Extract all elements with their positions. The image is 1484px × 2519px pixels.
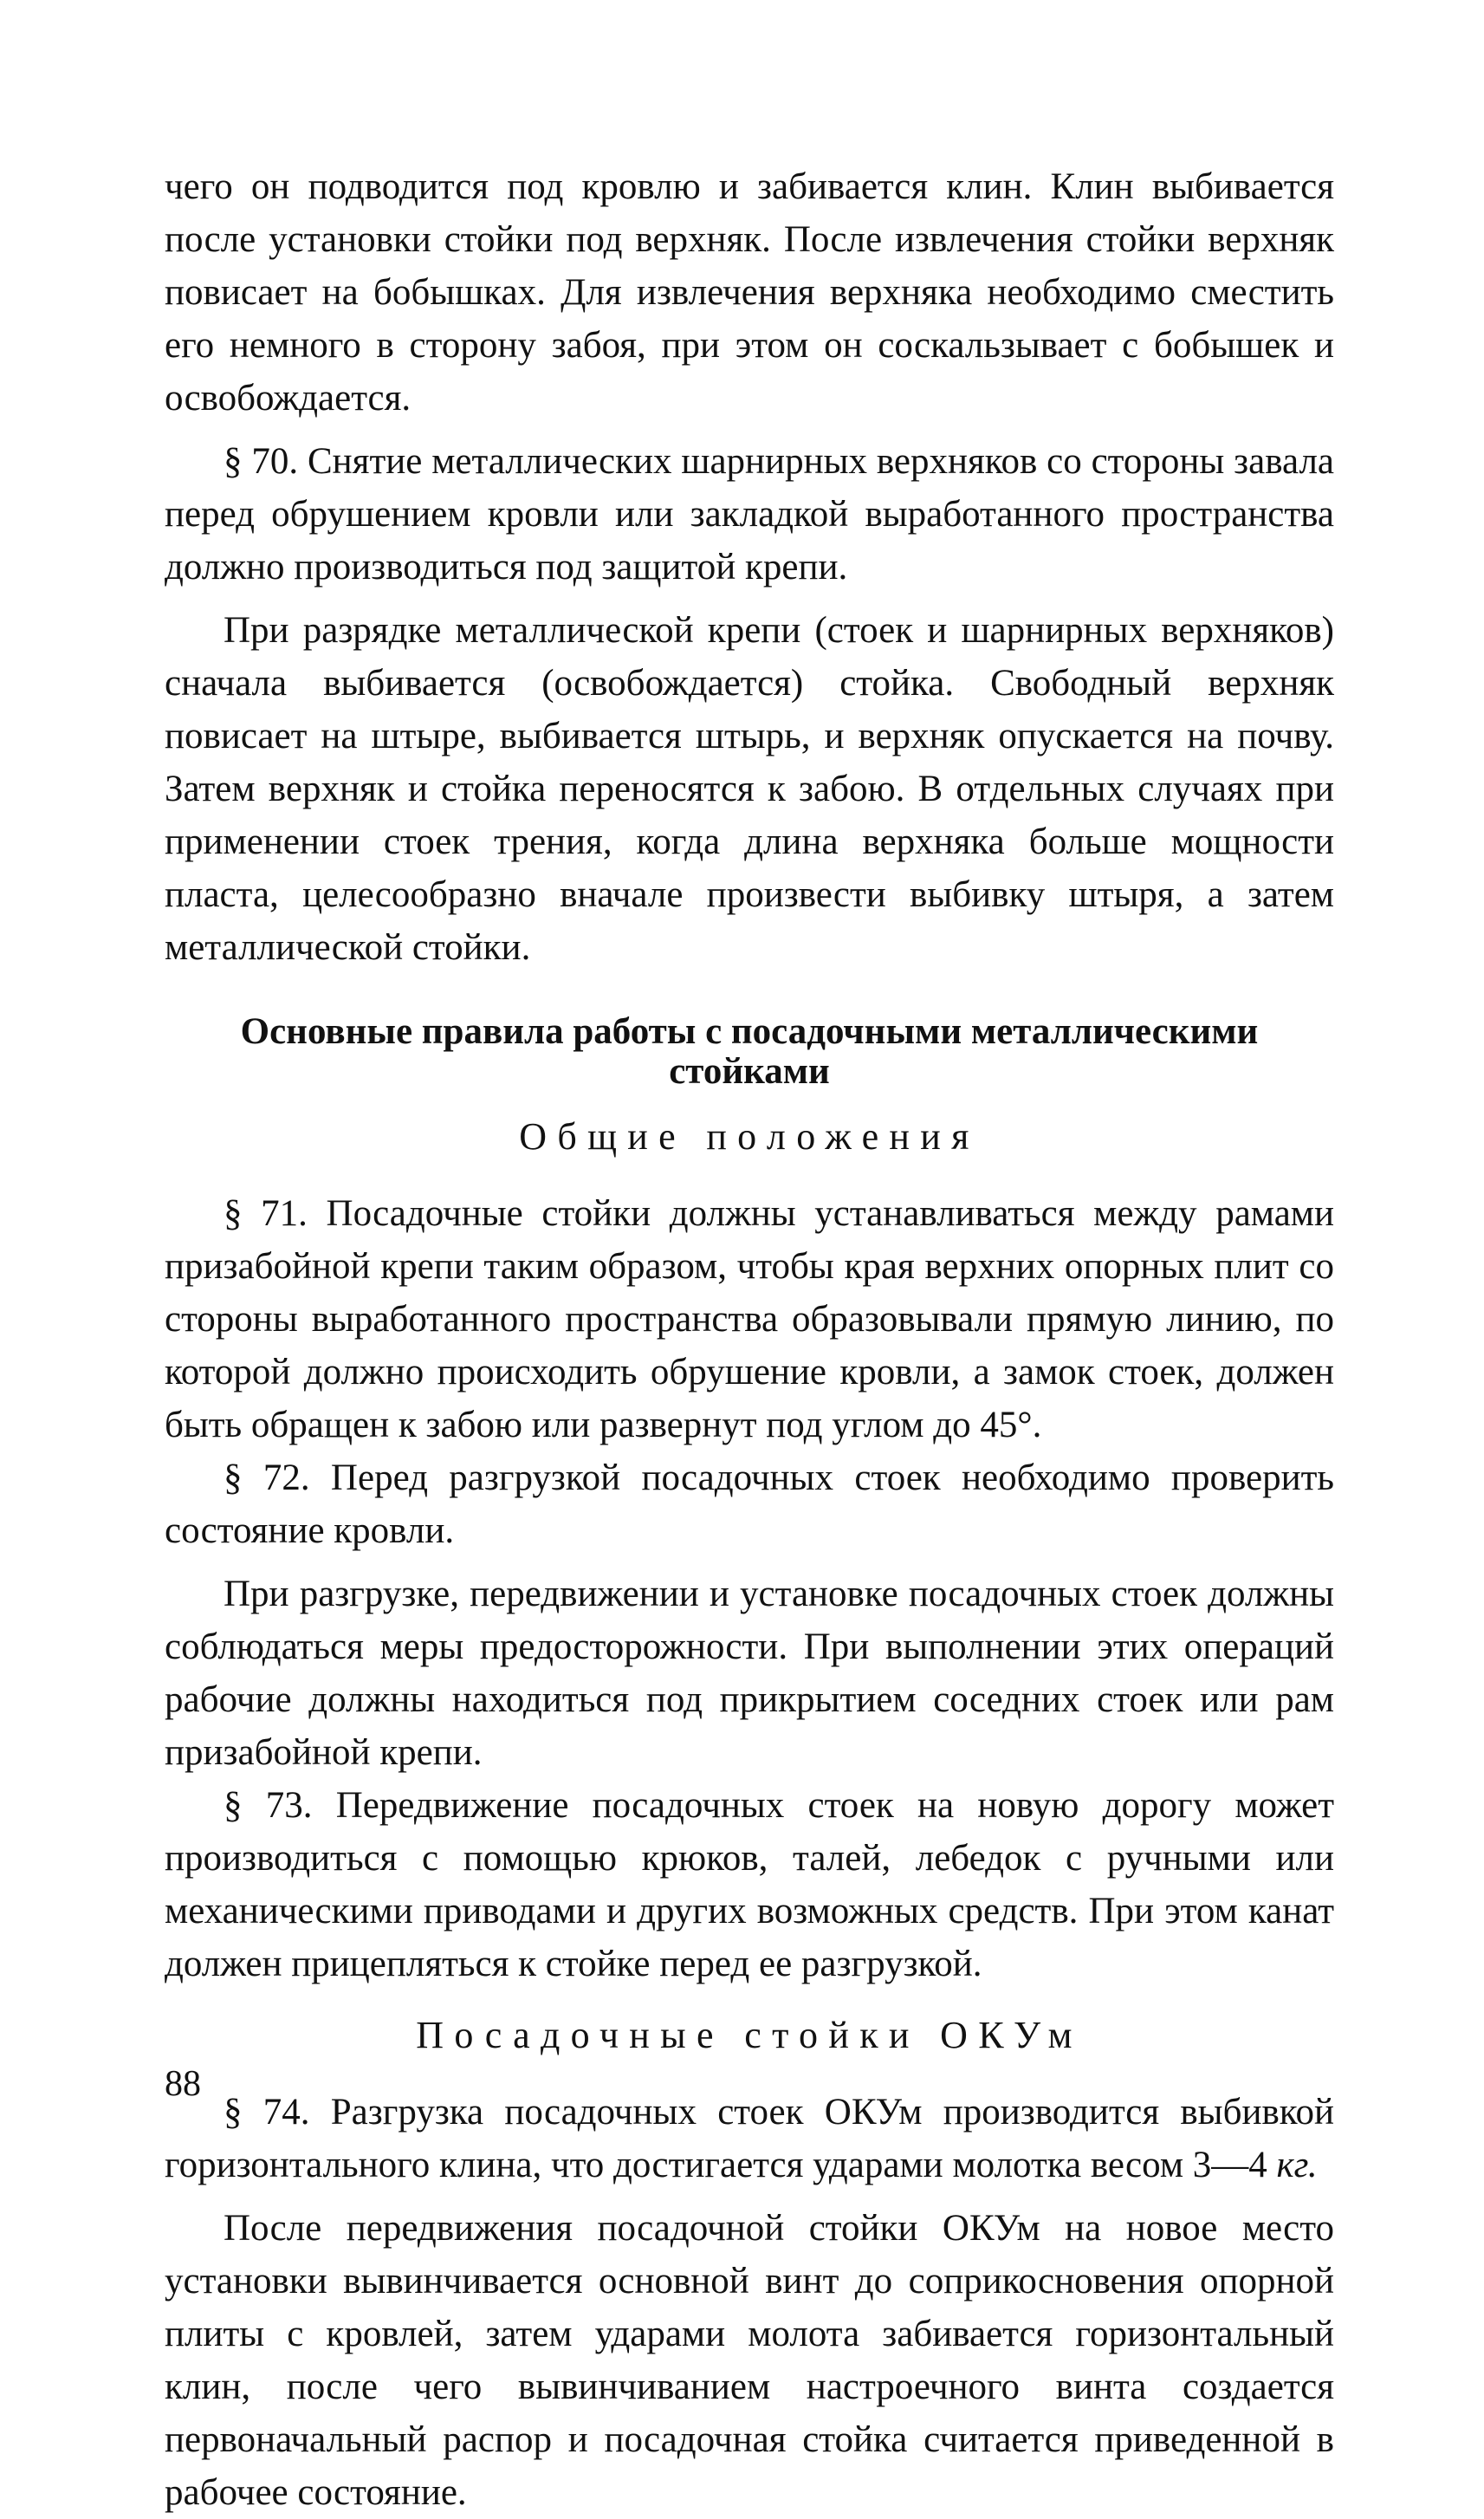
- subheading-okum: Посадочные стойки ОКУм: [416, 2014, 1083, 2056]
- paragraph-section-74: [165, 2086, 1334, 2191]
- paragraph-continuation: чего он подводится под кровлю и забивается клин. Клин выбивается после установки стойки под верхняк. После извлечения стойки верхняк повисает на бобышках. Для извлечения верхняка необходимо сместить его немного в сторону забоя, при этом он соскальзывает с бобышек и освобождается.: [165, 166, 1334, 419]
- paragraph-precautions: При разгрузке, передвижении и установке посадочных стоек должны соблюдаться меры предосторожности. При выполнении этих операций рабочие должны находиться под прикрытием соседних стоек или рам призабойной крепи.: [165, 1574, 1334, 1773]
- paragraph-okum-installation: После передвижения посадочной стойки ОКУм на новое место установки вывинчивается основной винт до соприкосновения опорной плиты с кровлей, затем ударами молота забивается горизонтальный клин, после чего вывинчиванием настроечного винта создается первоначальный распор и посадочная стойка считается приведенной в рабочее состояние.: [165, 2208, 1334, 2513]
- paragraph-section-71: § 71. Посадочные стойки должны устанавливаться между рамами призабойной крепи таким образом, чтобы края верхних опорных плит со стороны выработанного пространства образовывали прямую линию, по которой должно происходить обрушение кровли, а замок стоек, должен быть обращен к забою или развернут под углом до 45°.: [165, 1193, 1334, 1445]
- paragraph-section-72: § 72. Перед разгрузкой посадочных стоек необходимо проверить состояние кровли.: [165, 1458, 1334, 1551]
- subheading-general: Общие положения: [519, 1115, 980, 1158]
- paragraph-section-70: § 70. Снятие металлических шарнирных верхняков со стороны завала перед обрушением кровли или закладкой выработанного пространства должно производиться под защитой крепи.: [165, 441, 1334, 588]
- section-heading: Основные правила работы с посадочными металлическими стойками: [240, 1011, 1259, 1092]
- paragraph-section-73: § 73. Передвижение посадочных стоек на новую дорогу может производиться с помощью крюков, талей, лебедок с ручными или механическими приводами и других возможных средств. При этом канат должен прицепляться к стойке перед ее разгрузкой.: [165, 1785, 1334, 1984]
- page-number: 88: [165, 2064, 201, 2104]
- text-block: [165, 160, 1334, 2519]
- paragraph-unloading-support: При разрядке металлической крепи (стоек и шарнирных верхняков) сначала выбивается (освобождается) стойка. Свободный верхняк повисает на штыре, выбивается штырь, и верхняк опускается на почву. Затем верхняк и стойка переносятся к забою. В отдельных случаях при применении стоек трения, когда длина верхняка больше мощности пласта, целесообразно вначале произвести выбивку штыря, а затем металлической стойки.: [165, 610, 1334, 968]
- weight-unit: кг.: [1276, 2145, 1318, 2185]
- paragraph-section-74-text: § 74. Разгрузка посадочных стоек ОКУм производится выбивкой горизонтального клина, что достигается ударами молотка весом 3—4: [165, 2092, 1334, 2185]
